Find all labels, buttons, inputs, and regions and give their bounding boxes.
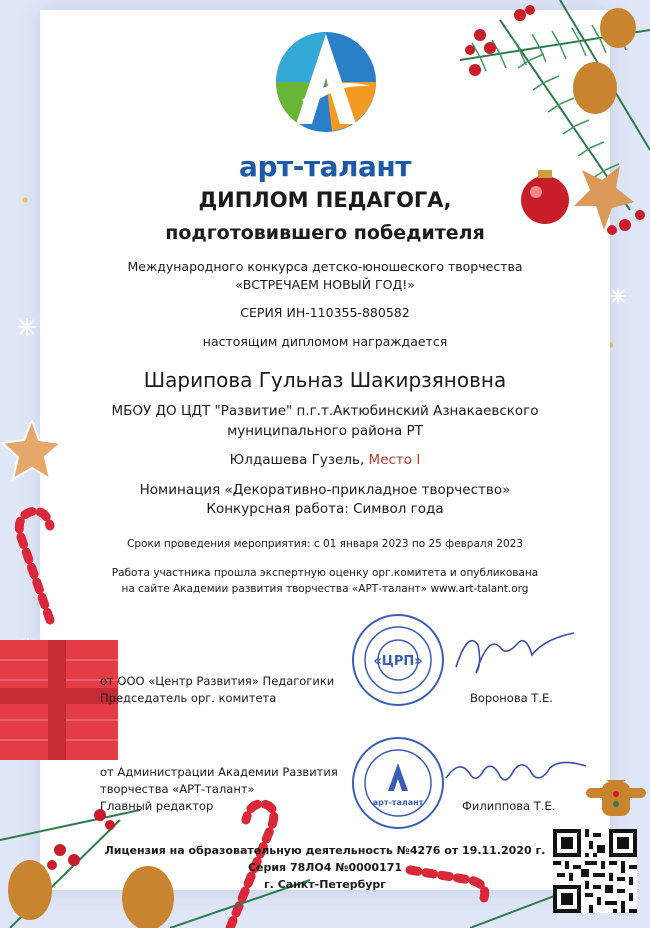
license-series: Серия 78ЛО4 №0000171 — [247, 861, 403, 874]
signer1-name: Воронова Т.Е. — [470, 691, 553, 705]
place-label: Место I — [368, 452, 421, 468]
student-line — [0, 452, 650, 468]
brand-name: арт-талант — [239, 150, 411, 183]
signature-voronova — [448, 625, 580, 680]
review-line-1: Работа участника прошла экспертную оценку орг.комитета и опубликована — [111, 567, 539, 579]
signer2-role: Главный редактор — [100, 799, 214, 813]
diploma-subtitle: подготовившего победителя — [165, 222, 485, 244]
recipient-name: Шарипова Гульназ Шакирзяновна — [143, 368, 507, 392]
organization-line-1: МБОУ ДО ЦДТ "Развитие" п.г.т.Актюбинский Азнакаевского — [111, 403, 539, 419]
signer1-org: от ООО «Центр Развития» Педагогики — [100, 674, 335, 688]
nomination: Номинация «Декоративно-прикладное творчество» — [139, 482, 511, 498]
signer2-org: от Администрации Академии Развития — [100, 765, 338, 779]
signer2-org-cont: творчества «АРТ-талант» — [100, 782, 255, 796]
student-name: Юлдашева Гузель, — [229, 452, 365, 468]
contest-line-1: Международного конкурса детско-юношеского творчества — [127, 259, 523, 274]
signature-filippova — [440, 748, 590, 798]
event-dates: Сроки проведения мероприятия: с 01 января 2023 по 25 февраля 2023 — [127, 538, 523, 550]
series-number: СЕРИЯ ИН-110355-880582 — [240, 305, 410, 320]
competition-work: Конкурсная работа: Символ года — [206, 501, 444, 517]
review-line-2: на сайте Академии развития творчества «АРТ-талант» www.art-talant.org — [121, 583, 529, 595]
stamp-crp-text: «ЦРП» — [373, 654, 423, 669]
awarded-text: настоящим дипломом награждается — [202, 334, 448, 349]
stamp-art-talant — [350, 735, 446, 831]
diploma-title: ДИПЛОМ ПЕДАГОГА, — [198, 188, 452, 212]
pine-branch-decoration — [440, 0, 650, 250]
organization-line-2: муниципального района РТ — [227, 423, 423, 439]
signer2-name: Филиппова Т.Е. — [462, 799, 556, 813]
signer1-role: Председатель орг. комитета — [100, 691, 277, 705]
license-line: Лицензия на образовательную деятельность №4276 от 19.11.2020 г. — [104, 844, 546, 857]
stamp-crp — [350, 612, 446, 708]
art-talant-logo — [272, 26, 380, 136]
contest-name: «ВСТРЕЧАЕМ НОВЫЙ ГОД!» — [235, 277, 415, 292]
stamp-art-text: арт-талант — [372, 798, 424, 807]
qr-code[interactable] — [553, 829, 637, 913]
city: г. Санкт-Петербург — [263, 878, 387, 891]
